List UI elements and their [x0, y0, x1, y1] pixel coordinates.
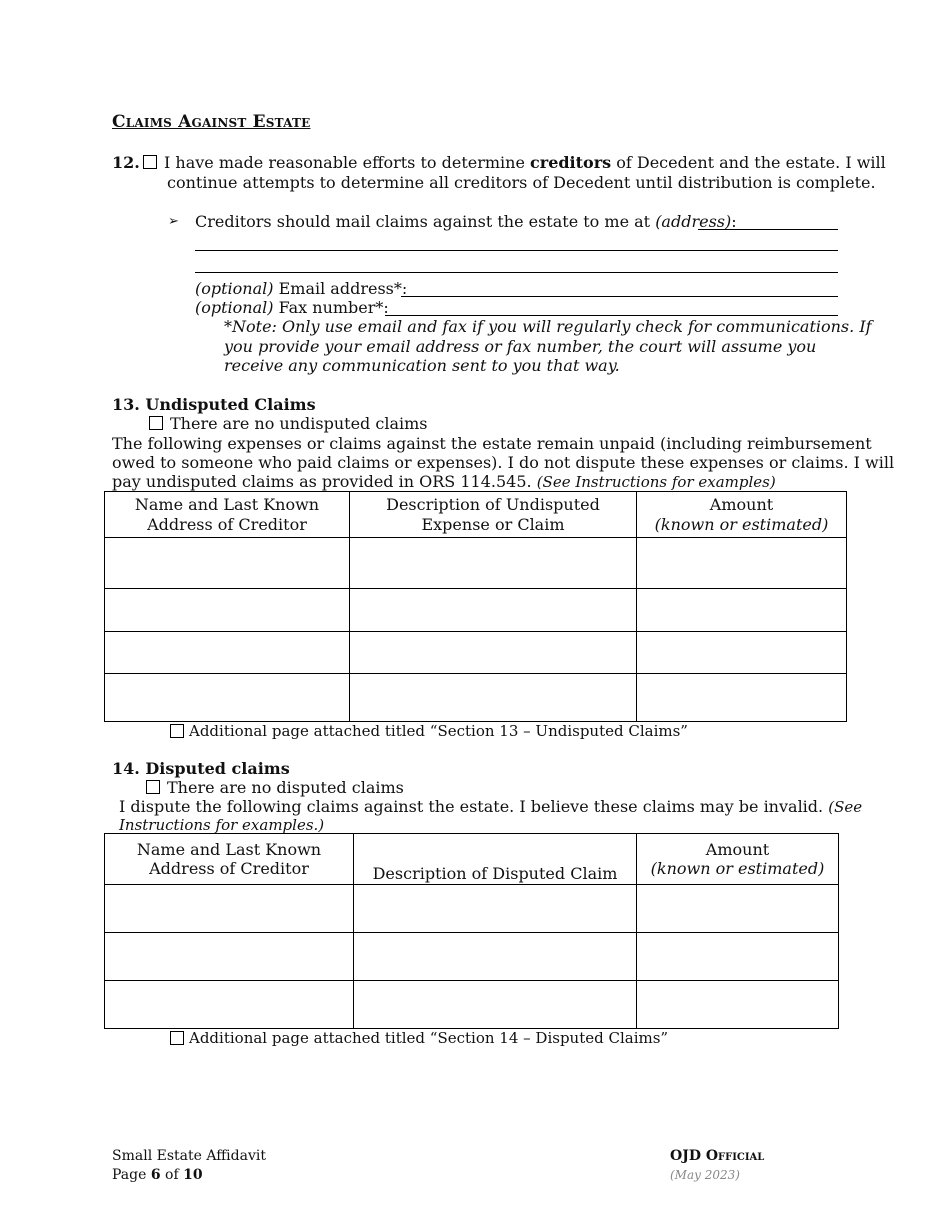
item-12-checkbox[interactable]: [143, 155, 157, 169]
address-line-1[interactable]: [698, 229, 838, 230]
arrow-bullet-icon: ➢: [168, 214, 179, 229]
undisputed-claims-table: [104, 491, 847, 722]
table-row: [105, 589, 847, 632]
item-13-para-line3: pay undisputed claims as provided in ORS 114.545. (See Instructions for examples): [112, 472, 776, 491]
col-description-header: Description of Undisputed Expense or Claim: [350, 492, 637, 538]
email-field[interactable]: [401, 296, 838, 297]
table-row: [105, 933, 839, 981]
fax-label: (optional) Fax number*:: [195, 298, 389, 317]
note-line-3: receive any communication sent to you that way.: [224, 356, 620, 375]
col-creditor-header: Name and Last Known Address of Creditor: [105, 492, 350, 538]
item-12-text: I have made reasonable efforts to determine creditors of Decedent and the estate. I will: [164, 153, 886, 172]
no-undisputed-checkbox[interactable]: [149, 416, 163, 430]
table-row: [105, 538, 847, 589]
table-row: [105, 674, 847, 722]
col-amount-header: Amount (known or estimated): [637, 492, 847, 538]
item-12-number: 12.: [112, 153, 140, 172]
email-label: (optional) Email address*:: [195, 279, 408, 298]
footer-page-number: Page 6 of 10: [112, 1167, 203, 1183]
table-header-row: [105, 492, 847, 538]
table-row: [105, 632, 847, 674]
address-line-3[interactable]: [195, 272, 838, 273]
item-12-text-line2: continue attempts to determine all creditors of Decedent until distribution is complete.: [167, 173, 876, 192]
table-row: [105, 885, 839, 933]
section-13-additional-checkbox[interactable]: [170, 724, 184, 738]
section-13-additional-label: Additional page attached titled “Section 13 – Undisputed Claims”: [189, 722, 688, 740]
mail-claims-label: Creditors should mail claims against the estate to me at (address):: [195, 212, 737, 231]
section-heading: Claims Against Estate: [112, 112, 311, 132]
no-disputed-checkbox[interactable]: [146, 780, 160, 794]
item-14-para-line2: Instructions for examples.): [119, 816, 325, 834]
item-13-title: 13. Undisputed Claims: [112, 395, 316, 414]
item-13-para-line1: The following expenses or claims against the estate remain unpaid (including reimbursement: [112, 434, 872, 453]
col-creditor-header: Name and Last Known Address of Creditor: [105, 834, 354, 885]
table-header-row: [105, 834, 839, 885]
section-14-additional-checkbox[interactable]: [170, 1031, 184, 1045]
no-disputed-label: There are no disputed claims: [167, 778, 404, 797]
address-line-2[interactable]: [195, 250, 838, 251]
footer-date: (May 2023): [670, 1168, 740, 1182]
table-row: [105, 981, 839, 1029]
footer-official: OJD Official: [670, 1148, 765, 1164]
disputed-claims-table: [104, 833, 839, 1029]
footer-form-name: Small Estate Affidavit: [112, 1148, 266, 1164]
fax-field[interactable]: [385, 315, 838, 316]
item-14-title: 14. Disputed claims: [112, 759, 290, 778]
item-14-para-line1: I dispute the following claims against the estate. I believe these claims may be invalid. (See: [119, 797, 863, 816]
note-line-2: you provide your email address or fax number, the court will assume you: [224, 337, 817, 356]
section-14-additional-label: Additional page attached titled “Section 14 – Disputed Claims”: [189, 1029, 669, 1047]
item-13-para-line2: owed to someone who paid claims or expenses). I do not dispute these expenses or claims. I will: [112, 453, 895, 472]
col-description-header: Description of Disputed Claim: [354, 834, 637, 885]
col-amount-header: Amount (known or estimated): [637, 834, 839, 885]
no-undisputed-label: There are no undisputed claims: [170, 414, 428, 433]
note-line-1: *Note: Only use email and fax if you will regularly check for communications. If: [224, 317, 872, 336]
